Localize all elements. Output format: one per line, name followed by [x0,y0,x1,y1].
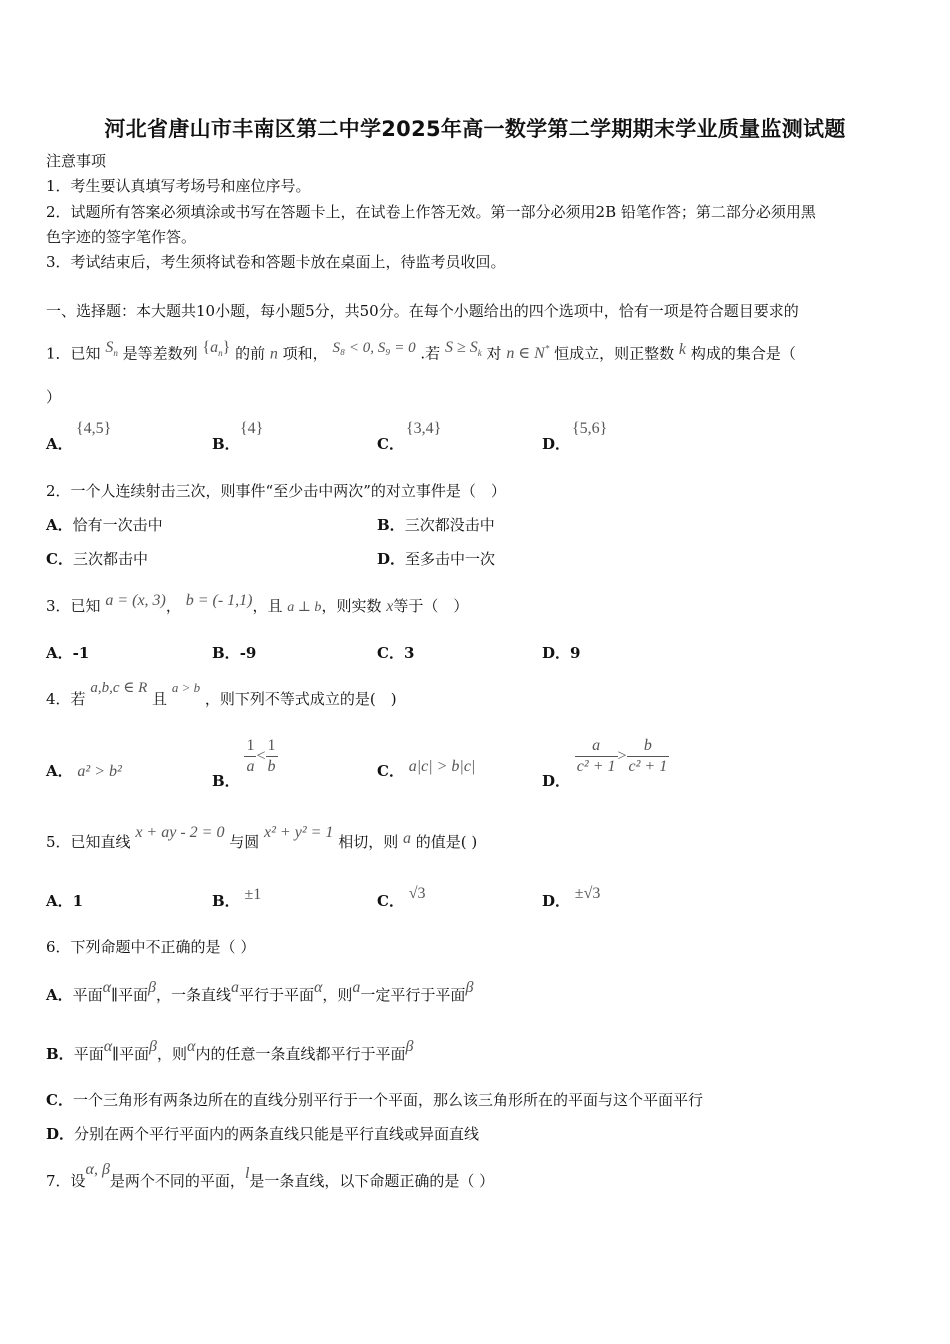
q3-t1: ，且 [252,597,283,615]
beta-symbol: β [149,1038,158,1055]
q4-d-op: > [617,747,627,765]
q1-close: ） [46,388,62,406]
q5-option-value: ±1 [244,886,262,903]
notice-heading: 注意事项 [46,152,107,170]
q4-abc: a,b,c ∈ R [90,680,148,696]
question-2: 2．一个人连续射击三次，则事件“至少击中两次”的对立事件是（ ） [46,482,506,500]
q1-option-label: C． [377,435,404,453]
question-7 [46,1161,495,1192]
q1-t4: .若 [420,344,441,363]
q1-option-value: {5,6} [572,420,608,437]
alpha-symbol: α [187,1038,196,1055]
q3-vec-a: a = (x, 3) [105,592,166,609]
q3-vec-b: b = (- 1,1) [185,592,253,609]
a-symbol: a [230,979,239,996]
alpha-symbol: α [314,979,323,996]
q5-num: 5．已知直线 [46,833,131,851]
q1-num: 1．已知 [46,344,101,363]
q5-t1: 与圆 [229,833,260,851]
q6-a-t6: 一定平行于平面 [360,986,466,1004]
q5-option-value: 1 [72,892,84,910]
q3-option-label: D． [542,644,571,662]
q1-an-sub: n [218,348,223,359]
q1-t5: 对 [486,344,502,363]
q1-t1: 是等差数列 [122,344,198,363]
q5-option-value: ±√3 [574,885,601,902]
q5-option-label: C． [377,892,404,910]
q3-t2: ，则实数 [321,597,382,615]
q6-b-label: B． [46,1045,74,1063]
q3-t3: 等于（ ） [393,597,469,615]
alpha-symbol: α [102,979,112,996]
q7-t1: 是两个不同的平面， [109,1172,245,1190]
q6-c-label: C． [46,1091,73,1109]
q2-option-value: 至多击中一次 [405,550,496,568]
q6-b-t1: 平面 [73,1045,104,1063]
q2-option-label: C． [46,550,73,568]
question-6: 6．下列命题中不正确的是（ ） [46,938,256,956]
beta-symbol: β [405,1038,414,1055]
q5-option-label: D． [542,892,571,910]
q4-b-op: < [256,747,266,765]
q1-n: n [269,345,278,363]
q1-k-sub: k [477,348,482,359]
q1-option-value: {4} [240,420,264,437]
q1-k: k [678,341,687,359]
q4-t1: 且 [152,690,168,708]
q4-b-rhs-num: 1 [266,736,278,757]
q2-option-label: B． [377,516,405,534]
q3-option-value: 9 [570,644,581,662]
q5-line: x + ay - 2 = 0 [135,824,225,841]
q4-agtb: a > b [171,680,201,695]
q6-b-t4: 内的任意一条直线都平行于平面 [195,1045,406,1063]
q6-d-label: D． [46,1125,75,1143]
q6-a-label: A． [46,986,73,1004]
q6-a-t3: ，一条直线 [155,986,231,1004]
q5-option-value: √3 [408,885,426,902]
question-5 [46,824,478,853]
q1-nN: n ∈ N [506,345,545,363]
q3-option-label: B． [212,644,240,662]
q6-a-t4: 平行于平面 [238,986,314,1004]
a-symbol: a [352,979,361,996]
q5-option-label: B． [212,892,240,910]
q3-option-value: -1 [72,644,90,662]
q4-option-value: a² > b² [77,763,122,780]
q5-t3: 的值是( ) [415,833,478,851]
q4-option-label: A． [46,762,73,780]
q5-t2: 相切，则 [338,833,399,851]
q6-option-b [46,1038,414,1065]
q2-option-label: A． [46,516,73,534]
q3-option-label: A． [46,644,73,662]
q1-option-value: {3,4} [406,420,442,437]
q3-x: x [386,598,394,615]
q1-option-label: A． [46,435,73,453]
beta-symbol: β [465,979,474,996]
q6-option-a [46,979,474,1006]
q1-t7: 构成的集合是（ [690,344,796,363]
question-4 [46,680,397,710]
q1-star: * [544,344,550,354]
q6-a-t5: ，则 [322,986,353,1004]
section-heading: 一、选择题：本大题共10小题，每小题5分，共50分。在每个小题给出的四个选项中，恰有一项是符合题目要求的 [46,302,799,320]
q4-option-label: D． [542,771,571,790]
q4-b-lhs-den: a [246,758,255,775]
q4-d-lhs-den: c² + 1 [576,758,616,775]
q4-b-lhs-num: 1 [244,736,256,757]
q4-option-value: a|c| > b|c| [408,758,476,775]
q6-a-t1: 平面 [72,986,103,1004]
question-3 [46,592,469,618]
q3-comma: ， [165,597,181,615]
q4-b-rhs-den: b [267,758,276,775]
q4-option-label: C． [377,762,404,780]
q2-option-label: D． [377,550,406,568]
q5-option-label: A． [46,892,73,910]
q1-t3: 项和， [282,344,328,363]
q2-option-value: 恰有一次击中 [72,516,163,534]
notice-item: 色字迹的签字笔作答。 [46,228,197,246]
q4-num: 4．若 [46,690,86,708]
q3-perp: a ⊥ b [287,600,322,615]
alpha-symbol: α [103,1038,113,1055]
q7-l: l [244,1165,250,1182]
q4-d-rhs-den: c² + 1 [628,758,668,775]
q7-t2: 是一条直线，以下命题正确的是（ ） [249,1172,495,1190]
q4-d-rhs-num: b [627,736,670,757]
q2-option-value: 三次都击中 [72,550,148,568]
q1-cond: S₈ < 0, S₉ = 0 [332,340,416,357]
q3-option-value: -9 [239,644,257,662]
q1-option-value: {4,5} [76,420,112,437]
q1-Sn: S [105,339,114,357]
q1-option-label: D． [542,435,571,453]
notice-item: 3．考试结束后，考生须将试卷和答题卡放在桌面上，待监考员收回。 [46,253,506,271]
q6-a-t2: ∥平面 [111,986,148,1004]
page-title: 河北省唐山市丰南区第二中学2025年高一数学第二学期期末学业质量监测试题 [104,117,846,141]
notice-item: 1．考生要认真填写考场号和座位序号。 [46,177,311,195]
q5-circle: x² + y² = 1 [264,824,334,841]
q5-a: a [403,830,411,847]
q1-option-label: B． [212,435,240,453]
q1-Sn-sub: n [113,348,118,359]
q1-an: a [210,339,219,357]
q6-b-t2: ∥平面 [112,1045,150,1063]
q1-t2: 的前 [235,344,266,363]
question-1: 1．已知 $S_n$ 是等差数列 $\{a_n\}$ 的前 n 项和， S₈ < 0, S₉ = 0 .若 $S \ge S_k$ 对 n ∈ N* 恒成立，则正整数 k 构成的集合是（ [46,339,796,363]
q4-d-lhs-num: a [575,736,618,757]
q7-alpha-beta: α, β [85,1161,110,1178]
notice-item: 2．试题所有答案必须填涂或书写在答题卡上，在试卷上作答无效。第一部分必须用2B 铅笔作答；第二部分必须用黑 [46,203,816,221]
q4-option-label: B． [212,771,240,790]
q3-num: 3．已知 [46,597,101,615]
beta-symbol: β [148,979,156,996]
q4-t2: ，则下列不等式成立的是( ) [204,690,397,708]
q1-ineq: S ≥ S [444,339,478,357]
q6-c-text: 一个三角形有两条边所在的直线分别平行于一个平面，那么该三角形所在的平面与这个平面平行 [72,1091,703,1109]
q1-t6: 恒成立，则正整数 [554,344,675,363]
q2-option-value: 三次都没击中 [404,516,495,534]
q6-d-text: 分别在两个平行平面内的两条直线只能是平行直线或异面直线 [74,1125,480,1143]
q7-num: 7．设 [46,1172,86,1190]
q3-option-label: C． [377,644,404,662]
q6-b-t3: ，则 [157,1045,188,1063]
q3-option-value: 3 [403,644,415,662]
